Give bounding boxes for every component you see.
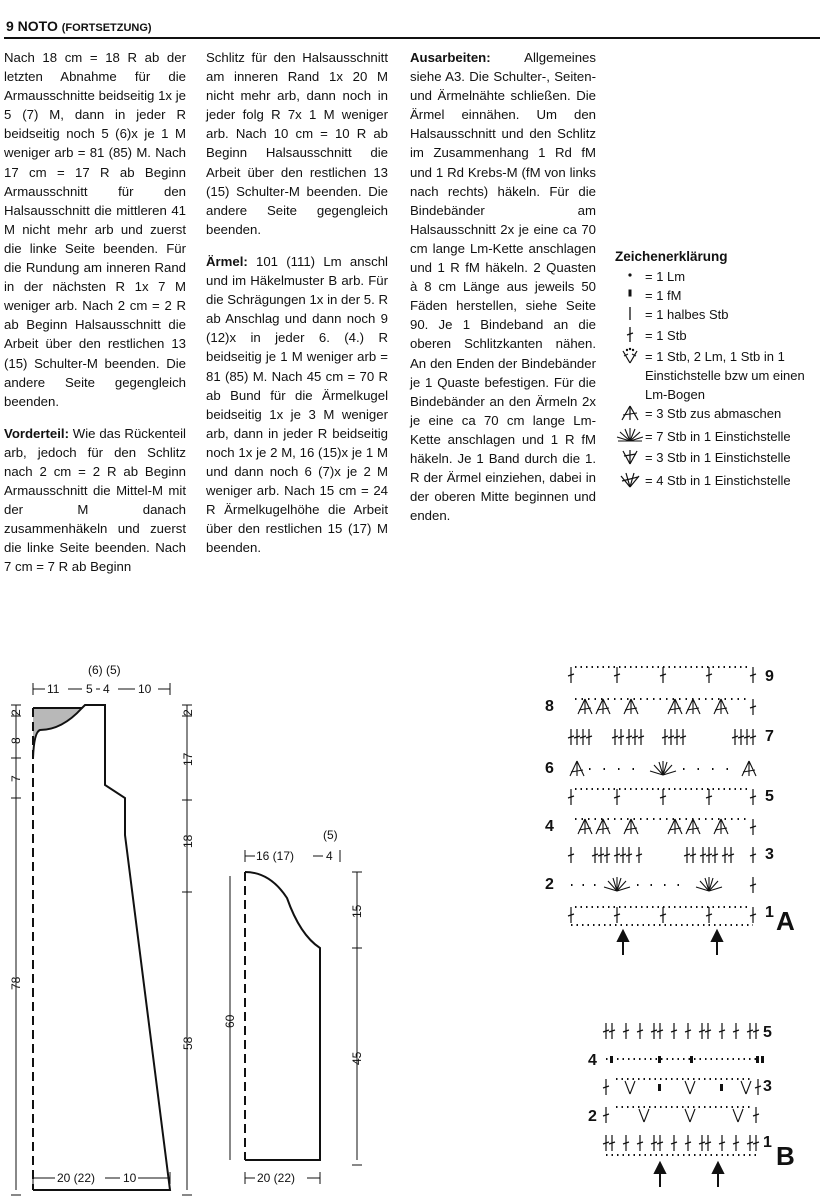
paragraph: Schlitz für den Halsausschnitt am inneren Rand 1x 20 M nicht mehr arb, dann noch in jeder folg R 7x 1 M weniger arb. Nach 10 cm = 10 R ab Beginn Halsausschnitt die Arbeit über den restlichen 13 (15) Schulter-M beenden. Die andere Seite gegengleich beenden. xyxy=(206,50,388,237)
double-crochet-icon xyxy=(615,326,645,347)
top-dim-label: 11 xyxy=(47,682,60,696)
chain-dot-icon xyxy=(615,267,645,286)
row-number: 3 xyxy=(763,1078,772,1095)
crochet-chart-a xyxy=(545,655,810,960)
row-number: 5 xyxy=(763,1024,772,1041)
row-number: 5 xyxy=(765,788,774,805)
single-crochet-icon xyxy=(615,286,645,305)
bottom-dim-label: 20 (22) xyxy=(57,1171,96,1185)
height-label: 8 xyxy=(9,737,23,744)
page-header xyxy=(4,4,816,34)
text-column-1 xyxy=(4,48,186,590)
top-dim-label: 4 xyxy=(326,849,333,863)
fan-4-icon xyxy=(615,471,645,494)
row-number: 3 xyxy=(765,846,774,863)
height-label: 45 xyxy=(350,1051,364,1065)
legend-text: = 4 Stb in 1 Einstichstelle xyxy=(645,473,791,488)
legend-row xyxy=(615,326,820,347)
row-number: 8 xyxy=(545,698,554,715)
total-height-label: 78 xyxy=(9,976,23,990)
legend-text: = 1 halbes Stb xyxy=(645,307,729,322)
top-dim-label: 10 xyxy=(138,682,152,696)
row-number: 7 xyxy=(765,728,774,745)
cluster-3-icon xyxy=(615,404,645,427)
chart-label: B xyxy=(776,1141,795,1171)
paragraph-sleeve: Ärmel: 101 (111) Lm anschl und im Häkelmuster B arb. Für die Schrägungen 1x in der 5. R ab Anschlag und dann noch 9 (12)x in jeder 6. (4.) R beidseitig je 1 M weniger arb = 81 (85) M. Nach 45 cm = 70 R ab Bund für die Ärmelkugel beidseitig 1x je 3 M weniger arb, dann in jeder R beidseitig noch 1x je 2 M, 16 (15)x je 1 M und dann noch 6 (7)x je 2 M weniger arb. Nach 15 cm = 24 R Ärmelkugelhöhe die Arbeit über den restlichen 15 (17) M beenden. xyxy=(206,253,388,556)
chart-label: A xyxy=(776,906,795,936)
height-label: 2 xyxy=(181,709,195,716)
text-column-2 xyxy=(206,48,388,570)
legend-row xyxy=(615,427,820,448)
size-note: (6) (5) xyxy=(88,663,121,677)
legend-row xyxy=(615,448,820,471)
top-dim-label: 4 xyxy=(103,682,110,696)
paragraph-finishing: Ausarbeiten: Allgemeines siehe A3. Die Schulter-, Seiten- und Ärmelnähte schließen. Die Ärmel einnähen. Um den Halsausschnitt und den Schlitz im Zusammenhang 1 Rd fM und 1 Rd Krebs-M (fM von links nach rechts) häkeln. Für die Bindebänder am Halsausschnitt 2x je eine ca 70 cm lange Lm-Kette anschlagen und 1 R fM häkeln. 2 Quasten à 8 cm Länge aus jeweils 50 Fäden herstellen, siehe Seite 90. Je 1 Bindeband an die oberen Schlitzkanten nähen. An den Enden der Bindebänder je 1 Quaste befestigen. Für die Bindebänder an den Ärmeln 2x je eine ca 70 cm lange Lm-Kette anschlagen und 1 R fM häkeln. Je 1 Band durch die 1. R der Ärmel einziehen, dabei in der oberen Mitte beginnen und enden. xyxy=(410,50,596,524)
legend-title: Zeichenerklärung xyxy=(615,249,728,264)
legend-row xyxy=(615,347,820,404)
legend-text: = 3 Stb in 1 Einstichstelle xyxy=(645,450,791,465)
header-rule xyxy=(4,37,820,39)
half-double-icon xyxy=(615,305,645,326)
paragraph-front: Vorderteil: Wie das Rückenteil arb, jedoch für den Schlitz nach 2 cm = 2 R ab Beginn Armausschnitt die Mittel-M mit der M danach zusammenhäkeln und zuerst die linke Seite beenden. Nach 7 cm = 7 R ab Beginn xyxy=(4,425,186,575)
fan-3-icon xyxy=(615,448,645,471)
sleeve-outline xyxy=(245,872,320,1160)
chart-a-rows xyxy=(568,667,756,955)
height-label: 7 xyxy=(9,775,23,782)
legend-text: = 1 fM xyxy=(645,288,682,303)
top-dim-label: 16 (17) xyxy=(256,849,295,863)
row-number: 1 xyxy=(765,904,774,921)
text-column-3 xyxy=(410,48,596,538)
crochet-chart-b xyxy=(580,1015,805,1195)
bottom-dim-label: 10 xyxy=(123,1171,137,1185)
legend-row xyxy=(615,404,820,427)
chart-b-rows xyxy=(603,1023,764,1187)
legend-text: = 1 Stb, 2 Lm, 1 Stb in 1 Einstichstelle bzw um einen Lm-Bogen xyxy=(645,349,805,402)
legend-row xyxy=(615,267,820,286)
legend-text: = 7 Stb in 1 Einstichstelle xyxy=(645,429,791,444)
shell-7-icon xyxy=(615,427,645,448)
row-number: 4 xyxy=(588,1052,597,1069)
sleeve-schematic xyxy=(215,820,385,1200)
top-dim-label: 5 xyxy=(86,682,93,696)
legend-row xyxy=(615,471,820,494)
sleeve-height-label: 60 xyxy=(223,1014,237,1028)
body-outline xyxy=(33,705,170,1190)
height-label: 17 xyxy=(181,752,195,766)
row-number: 9 xyxy=(765,668,774,685)
symbol-legend xyxy=(615,249,820,494)
row-number: 2 xyxy=(588,1108,597,1125)
size-note: (5) xyxy=(323,828,338,842)
height-label: 2 xyxy=(9,709,23,716)
legend-row xyxy=(615,305,820,326)
v-stitch-icon xyxy=(615,347,645,370)
row-number: 4 xyxy=(545,818,554,835)
height-label: 58 xyxy=(181,1036,195,1050)
row-number: 1 xyxy=(763,1134,772,1151)
legend-text: = 1 Lm xyxy=(645,269,686,284)
legend-row xyxy=(615,286,820,305)
legend-text: = 1 Stb xyxy=(645,328,687,343)
page-title: 9 NOTO (FORTSETZUNG) xyxy=(6,18,152,34)
height-label: 18 xyxy=(181,834,195,848)
paragraph: Nach 18 cm = 18 R ab der letzten Abnahme für die Armausschnitte beidseitig 1x je 5 (7) M, dann in jeder R beidseitig noch 5 (6)x je 1 M weniger arb = 81 (85) M. Nach 17 cm = 17 R ab Beginn Armausschnitt für den Halsausschnitt die mittleren 41 M nicht mehr arb und zuerst die linke Seite beenden. Für die Rundung am inneren Rand in der nächsten R 1x 7 M weniger arb. Nach 2 cm = 2 R ab Beginn Halsausschnitt die Arbeit über den restlichen 13 (15) Schulter-M beenden. Die andere Seite gegengleich beenden. xyxy=(4,50,186,409)
row-number: 2 xyxy=(545,876,554,893)
row-number: 6 xyxy=(545,760,554,777)
bottom-dim-label: 20 (22) xyxy=(257,1171,296,1185)
legend-text: = 3 Stb zus abmaschen xyxy=(645,406,782,421)
height-label: 15 xyxy=(350,904,364,918)
